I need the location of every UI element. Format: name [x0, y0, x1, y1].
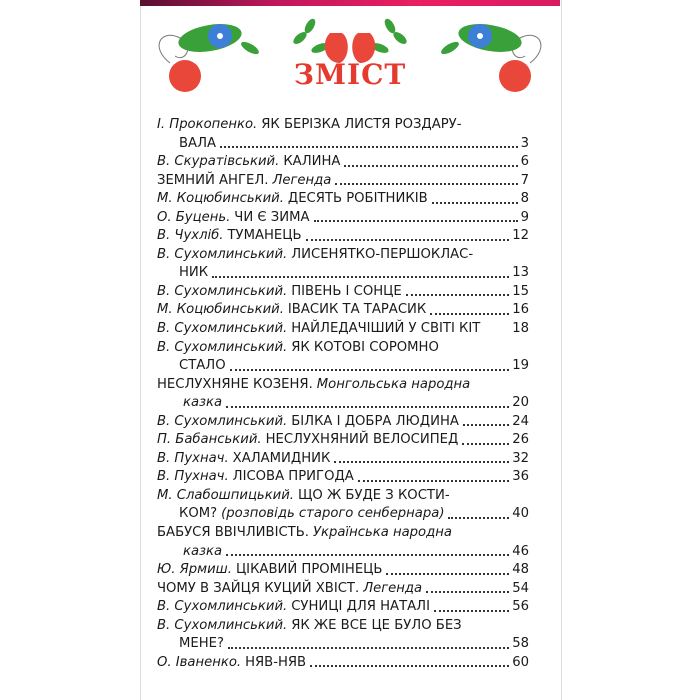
- table-of-contents: [157, 116, 529, 672]
- toc-line: [157, 394, 529, 413]
- toc-page-number: 18: [512, 321, 529, 337]
- toc-page-number: 40: [512, 506, 529, 522]
- toc-line: [157, 487, 529, 506]
- toc-title: ЯК БЕРІЗКА ЛИСТЯ РОЗДАРУ-: [261, 117, 462, 132]
- toc-author: В. Сухомлинський.: [157, 617, 288, 633]
- toc-page-number: 58: [512, 636, 529, 652]
- toc-page-number: 19: [512, 358, 529, 374]
- dot-leader: [334, 450, 509, 464]
- toc-page-number: 32: [512, 450, 529, 466]
- toc-page-number: 12: [512, 228, 529, 244]
- toc-page-number: 15: [512, 283, 529, 299]
- toc-subtitle: (розповідь старого сенбернара): [221, 506, 445, 522]
- dot-leader: [314, 209, 518, 223]
- spacer: [480, 320, 512, 339]
- toc-line: [157, 135, 529, 154]
- toc-page-number: 6: [520, 154, 529, 170]
- toc-author: М. Коцюбинський.: [157, 302, 284, 318]
- toc-line: [157, 561, 529, 580]
- toc-title: НЯВ-НЯВ: [245, 654, 307, 670]
- dot-leader: [226, 543, 509, 557]
- toc-title: ЧОМУ В ЗАЙЦЯ КУЦИЙ ХВІСТ.: [157, 580, 360, 596]
- toc-line: [157, 505, 529, 524]
- toc-line: [157, 524, 529, 543]
- toc-line: [157, 246, 529, 265]
- toc-title: ЛІСОВА ПРИГОДА: [232, 469, 354, 485]
- toc-title: КАЛИНА: [283, 154, 341, 170]
- toc-line: [157, 320, 529, 339]
- dot-leader: [310, 654, 509, 668]
- toc-author: В. Чухліб.: [157, 228, 224, 244]
- toc-subtitle: казка: [183, 395, 223, 411]
- dot-leader: [426, 580, 509, 594]
- page-title: ЗМІСТ: [293, 58, 407, 91]
- toc-author: В. Скуратівський.: [157, 154, 280, 170]
- toc-title: ВАЛА: [179, 135, 217, 151]
- toc-line: [157, 635, 529, 654]
- toc-author: В. Пухнач.: [157, 469, 229, 485]
- toc-page-number: 8: [520, 191, 529, 207]
- toc-title: ІВАСИК ТА ТАРАСИК: [287, 302, 427, 318]
- toc-title: ЛИСЕНЯТКО-ПЕРШОКЛАС-: [291, 246, 474, 262]
- toc-page-number: 26: [512, 432, 529, 448]
- toc-line: [157, 654, 529, 673]
- toc-line: [157, 450, 529, 469]
- toc-title: МЕНЕ?: [179, 636, 224, 652]
- dot-leader: [344, 153, 517, 167]
- dot-leader: [432, 190, 518, 204]
- dot-leader: [220, 135, 518, 149]
- toc-page-number: 13: [512, 265, 529, 281]
- dot-leader: [448, 505, 509, 519]
- toc-author: В. Сухомлинський.: [157, 246, 288, 262]
- toc-author: П. Бабанський.: [157, 432, 262, 448]
- toc-title: ДЕСЯТЬ РОБІТНИКІВ: [287, 191, 428, 207]
- dot-leader: [462, 431, 509, 445]
- dot-leader: [335, 172, 517, 186]
- toc-title: ЦІКАВИЙ ПРОМІНЕЦЬ: [235, 562, 383, 578]
- toc-title: БІЛКА І ДОБРА ЛЮДИНА: [291, 413, 459, 429]
- toc-title: СУНИЦІ ДЛЯ НАТАЛІ: [291, 599, 430, 615]
- toc-line: [157, 190, 529, 209]
- toc-title: ЯК КОТОВІ СОРОМНО: [291, 339, 439, 355]
- toc-line: [157, 227, 529, 246]
- toc-title: НЕСЛУХНЯНЕ КОЗЕНЯ.: [157, 376, 313, 392]
- toc-author: В. Пухнач.: [157, 450, 229, 466]
- toc-subtitle: Монгольська народна: [316, 376, 471, 392]
- toc-title: СТАЛО: [179, 358, 226, 374]
- toc-line: [157, 598, 529, 617]
- toc-author: О. Іваненко.: [157, 654, 242, 670]
- toc-title: ЗЕМНИЙ АНГЕЛ.: [157, 172, 269, 188]
- toc-line: [157, 172, 529, 191]
- dot-leader: [406, 283, 510, 297]
- toc-author: І. Прокопенко.: [157, 117, 258, 132]
- toc-page-number: 56: [512, 599, 529, 615]
- toc-line: [157, 617, 529, 636]
- toc-line: [157, 339, 529, 358]
- toc-title: ХАЛАМИДНИК: [232, 450, 331, 466]
- toc-line: [157, 301, 529, 320]
- dot-leader: [212, 264, 509, 278]
- toc-author: М. Коцюбинський.: [157, 191, 284, 207]
- toc-subtitle: казка: [183, 543, 223, 559]
- toc-page-number: 20: [512, 395, 529, 411]
- dot-leader: [226, 394, 509, 408]
- toc-author: В. Сухомлинський.: [157, 339, 288, 355]
- toc-page-number: 46: [512, 543, 529, 559]
- dot-leader: [358, 468, 509, 482]
- toc-line: [157, 116, 529, 135]
- toc-author: В. Сухомлинський.: [157, 321, 288, 337]
- toc-title: БАБУСЯ ВВІЧЛИВІСТЬ.: [157, 525, 309, 541]
- toc-page-number: 3: [520, 135, 529, 151]
- toc-line: [157, 543, 529, 562]
- toc-author: В. Сухомлинський.: [157, 413, 288, 429]
- dot-leader: [434, 598, 509, 612]
- dot-leader: [463, 413, 509, 427]
- toc-title: НАЙЛЕДАЧІШИЙ У СВІТІ КІТ: [291, 321, 481, 337]
- toc-page-number: 7: [520, 172, 529, 188]
- toc-line: [157, 468, 529, 487]
- toc-title: ТУМАНЕЦЬ: [227, 228, 302, 244]
- toc-subtitle: Українська народна: [312, 525, 452, 541]
- toc-line: [157, 376, 529, 395]
- dot-leader: [228, 635, 509, 649]
- toc-title: ЧИ Є ЗИМА: [234, 209, 310, 225]
- toc-line: [157, 357, 529, 376]
- toc-title: ПІВЕНЬ І СОНЦЕ: [291, 283, 402, 299]
- toc-title: КОМ?: [179, 506, 218, 522]
- toc-author: О. Буцень.: [157, 209, 231, 225]
- toc-page-number: 16: [512, 302, 529, 318]
- toc-page-number: 60: [512, 654, 529, 670]
- toc-author: Ю. Ярмиш.: [157, 562, 232, 578]
- toc-title: НЕСЛУХНЯНИЙ ВЕЛОСИПЕД: [265, 432, 459, 448]
- toc-page-number: 9: [520, 209, 529, 225]
- toc-title: НИК: [179, 265, 209, 281]
- toc-author: В. Сухомлинський.: [157, 283, 288, 299]
- toc-page-number: 36: [512, 469, 529, 485]
- toc-line: [157, 431, 529, 450]
- toc-subtitle: Легенда: [363, 580, 423, 596]
- toc-title: ЩО Ж БУДЕ З КОСТИ-: [298, 487, 450, 503]
- toc-line: [157, 209, 529, 228]
- toc-page-number: 48: [512, 562, 529, 578]
- dot-leader: [230, 357, 510, 371]
- toc-line: [157, 283, 529, 302]
- dot-leader: [430, 301, 509, 315]
- toc-page-number: 54: [512, 580, 529, 596]
- toc-title: ЯК ЖЕ ВСЕ ЦЕ БУЛО БЕЗ: [291, 617, 462, 633]
- toc-page-number: 24: [512, 413, 529, 429]
- dot-leader: [306, 227, 510, 241]
- toc-line: [157, 413, 529, 432]
- toc-author: В. Сухомлинський.: [157, 599, 288, 615]
- toc-author: М. Слабошпицький.: [157, 487, 294, 503]
- toc-line: [157, 580, 529, 599]
- toc-subtitle: Легенда: [272, 172, 332, 188]
- toc-line: [157, 153, 529, 172]
- dot-leader: [386, 561, 509, 575]
- page-top-edge: [140, 0, 560, 6]
- toc-line: [157, 264, 529, 283]
